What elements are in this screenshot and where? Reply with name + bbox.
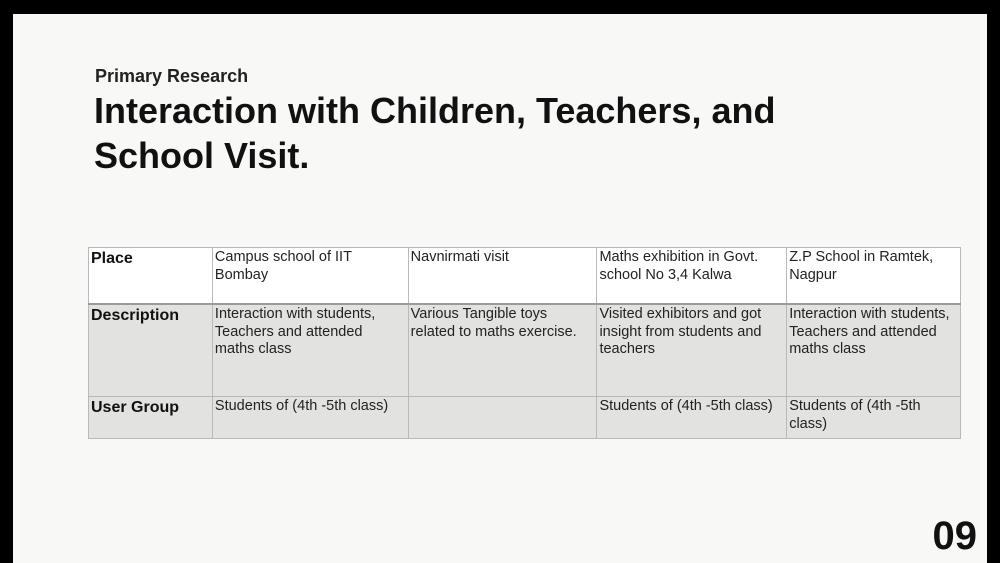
table-cell: Navnirmati visit <box>408 248 597 305</box>
table-row-description <box>89 304 961 397</box>
table-cell: Students of (4th -5th class) <box>597 397 787 439</box>
page-number: 09 <box>932 514 977 558</box>
section-kicker: Primary Research <box>95 66 249 86</box>
table-row-user-group <box>89 397 961 439</box>
table-cell: Maths exhibition in Govt. school No 3,4 Kalwa <box>597 248 787 305</box>
table-cell: Interaction with students, Teachers and attended maths class <box>787 304 961 397</box>
table-cell: Students of (4th -5th class) <box>212 397 408 439</box>
table-cell: Various Tangible toys related to maths exercise. <box>408 304 597 397</box>
table-row-place <box>89 248 961 305</box>
table-cell <box>408 397 597 439</box>
table-cell: Interaction with students, Teachers and attended maths class <box>212 304 408 397</box>
table-cell: Z.P School in Ramtek, Nagpur <box>787 248 961 305</box>
table-cell: Students of (4th -5th class) <box>787 397 961 439</box>
slide-title: Interaction with Children, Teachers, and School Visit. <box>94 90 776 176</box>
row-header-user-group: User Group <box>89 397 213 439</box>
row-header-description: Description <box>89 304 213 397</box>
table-cell: Campus school of IIT Bombay <box>212 248 408 305</box>
research-table <box>88 247 961 439</box>
slide <box>13 14 987 563</box>
table-cell: Visited exhibitors and got insight from students and teachers <box>597 304 787 397</box>
row-header-place: Place <box>89 248 213 305</box>
